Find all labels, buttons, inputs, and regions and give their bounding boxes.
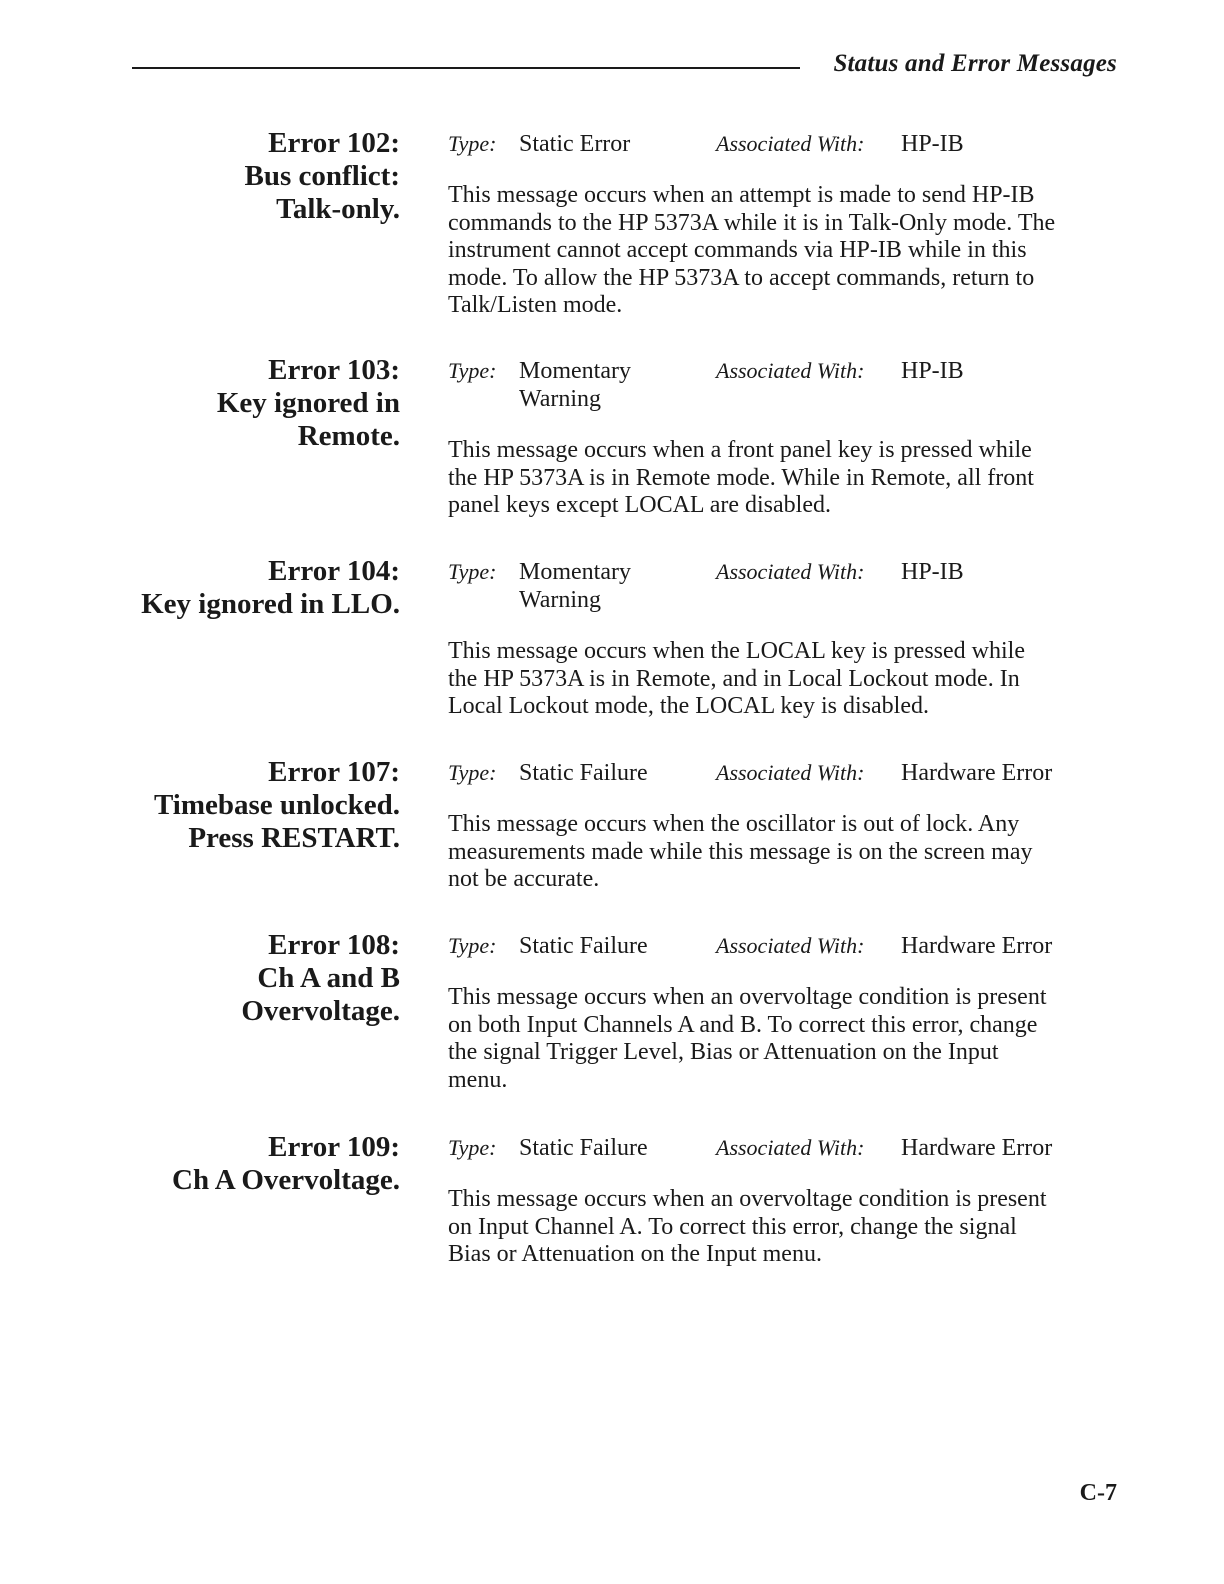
description-line: instrument cannot accept commands via HP-IB while in this	[448, 237, 1027, 263]
type-value-line: Static Error	[519, 131, 631, 157]
description-line: the HP 5373A is in Remote, and in Local Lockout mode. In	[448, 665, 1020, 692]
description-line: the HP 5373A is in Remote mode. While in Remote, all front	[448, 464, 1034, 491]
associated-label: Associated With:	[716, 760, 865, 785]
type-value-line: Warning	[519, 386, 602, 412]
entry-description	[448, 638, 1128, 721]
associated-label: Associated With:	[716, 933, 865, 958]
type-value-line: Warning	[519, 587, 602, 613]
entry-title-line: Key ignored in	[216, 387, 400, 419]
entry-description	[448, 437, 1128, 520]
description-line: Local Lockout mode, the LOCAL key is disabled.	[448, 693, 929, 719]
description-line: This message occurs when a front panel key is pressed while	[448, 437, 1032, 463]
type-label: Type:	[448, 1135, 497, 1160]
entry-title	[245, 127, 400, 226]
entry-title-line: Ch A Overvoltage.	[172, 1164, 400, 1196]
running-header: Status and Error Messages	[833, 50, 1117, 77]
description-line: This message occurs when the oscillator is out of lock. Any	[448, 811, 1020, 837]
entry-description	[448, 984, 1128, 1094]
associated-value: HP-IB	[901, 559, 964, 585]
entry-title-line: Talk-only.	[276, 193, 400, 225]
description-line: Bias or Attenuation on the Input menu.	[448, 1241, 822, 1267]
type-label: Type:	[448, 559, 497, 584]
associated-label: Associated With:	[716, 559, 865, 584]
entry-title-line: Press RESTART.	[188, 822, 400, 854]
entry-description	[448, 1186, 1128, 1269]
description-line: This message occurs when an overvoltage condition is present	[448, 1186, 1047, 1212]
description-line: Talk/Listen mode.	[448, 292, 623, 318]
description-line: the signal Trigger Level, Bias or Attenuation on the Input	[448, 1039, 999, 1065]
description-line: menu.	[448, 1066, 508, 1093]
type-value-line: Static Failure	[519, 760, 648, 786]
entry-description	[448, 811, 1128, 894]
type-label: Type:	[448, 933, 497, 958]
entry-title	[217, 354, 400, 453]
description-line: This message occurs when an attempt is made to send HP-IB	[448, 182, 1035, 208]
associated-value: HP-IB	[901, 131, 964, 157]
description-line: This message occurs when the LOCAL key is pressed while	[448, 638, 1025, 664]
entry-title-line: Error 107:	[268, 756, 400, 788]
type-value	[519, 130, 630, 158]
type-label: Type:	[448, 358, 497, 383]
type-value-line: Static Failure	[519, 1135, 648, 1161]
type-value	[519, 357, 631, 413]
type-value	[519, 558, 631, 614]
entry-title-line: Bus conflict:	[244, 160, 400, 192]
description-line: on both Input Channels A and B. To correct this error, change	[448, 1011, 1038, 1038]
description-line: This message occurs when an overvoltage condition is present	[448, 984, 1047, 1010]
associated-label: Associated With:	[716, 358, 865, 383]
associated-value: Hardware Error	[901, 760, 1053, 786]
entry-title	[241, 929, 400, 1028]
description-line: commands to the HP 5373A while it is in Talk-Only mode. The	[448, 209, 1056, 236]
entry-title-line: Remote.	[297, 420, 400, 452]
associated-value: Hardware Error	[901, 933, 1053, 959]
entry-title	[172, 1131, 400, 1197]
associated-label: Associated With:	[716, 1135, 865, 1160]
entry-title	[141, 555, 400, 621]
type-value	[519, 759, 648, 787]
entry-title-line: Ch A and B	[257, 962, 400, 994]
type-label: Type:	[448, 760, 497, 785]
description-line: on Input Channel A. To correct this error, change the signal	[448, 1213, 1017, 1240]
type-value-line: Momentary	[519, 358, 631, 384]
associated-value: Hardware Error	[901, 1135, 1053, 1161]
description-line: not be accurate.	[448, 866, 600, 892]
type-value	[519, 1134, 648, 1162]
page-number: C-7	[1079, 1480, 1117, 1506]
associated-value: HP-IB	[901, 358, 964, 384]
entry-description	[448, 182, 1128, 320]
entry-title-line: Error 104:	[268, 555, 400, 587]
description-line: mode. To allow the HP 5373A to accept commands, return to	[448, 264, 1035, 291]
description-line: panel keys except LOCAL are disabled.	[448, 492, 831, 518]
entry-title-line: Overvoltage.	[241, 995, 400, 1027]
type-value-line: Momentary	[519, 559, 631, 585]
entry-title-line: Key ignored in LLO.	[141, 588, 400, 620]
type-value-line: Static Failure	[519, 933, 648, 959]
entry-title	[154, 756, 400, 855]
header-rule	[132, 67, 800, 69]
entry-title-line: Error 109:	[268, 1131, 400, 1163]
type-value	[519, 932, 648, 960]
description-line: measurements made while this message is on the screen may	[448, 838, 1033, 865]
entry-title-line: Timebase unlocked.	[153, 789, 400, 821]
type-label: Type:	[448, 131, 497, 156]
associated-label: Associated With:	[716, 131, 865, 156]
entry-title-line: Error 108:	[268, 929, 400, 961]
entry-title-line: Error 102:	[268, 127, 400, 159]
entry-title-line: Error 103:	[268, 354, 400, 386]
